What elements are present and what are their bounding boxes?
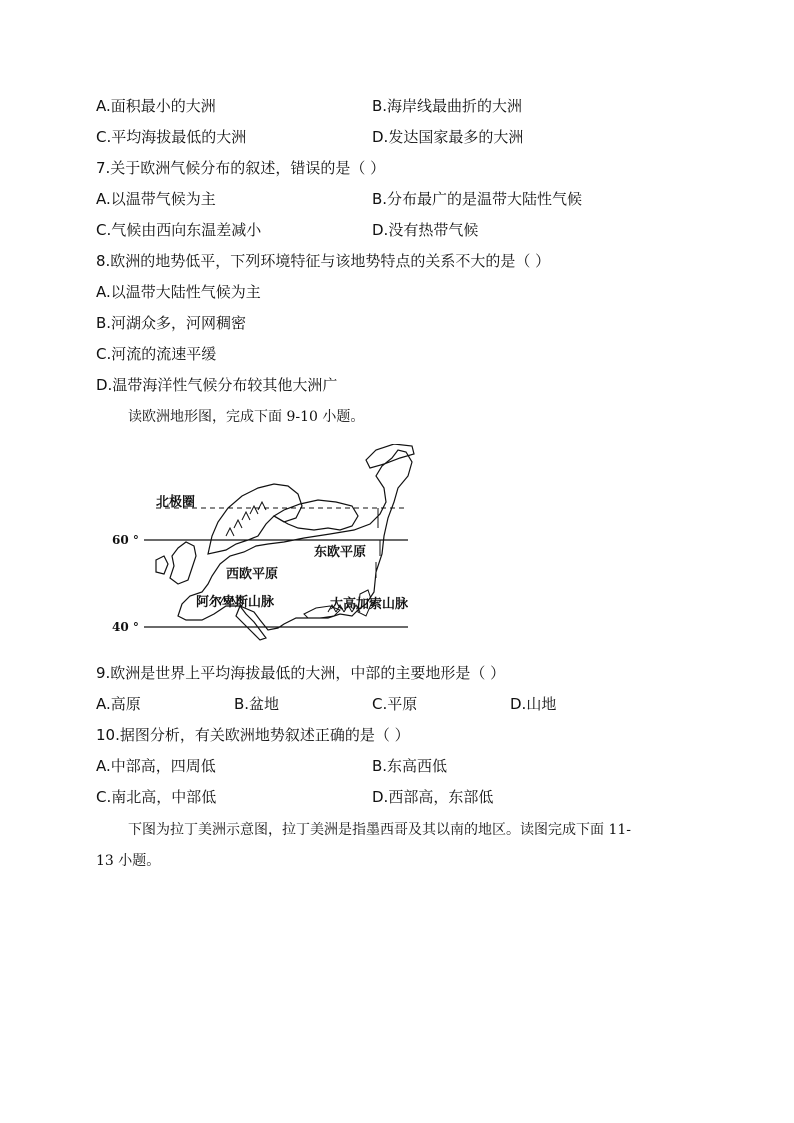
q8-option-a: A.以温带大陆性气候为主 bbox=[96, 283, 261, 301]
label-arctic-circle: 北极圈 bbox=[156, 495, 196, 510]
q10-option-b: B.东高西低 bbox=[372, 757, 448, 775]
q6-option-b: B.海岸线最曲折的大洲 bbox=[372, 97, 523, 115]
q10-option-c: C.南北高，中部低 bbox=[96, 788, 217, 806]
intro-11-13-line1: 下图为拉丁美洲示意图，拉丁美洲是指墨西哥及其以南的地区。读图完成下面 11- bbox=[128, 822, 631, 838]
label-west-european-plain: 西欧平原 bbox=[226, 567, 279, 582]
finland-outline bbox=[274, 500, 358, 530]
q7-option-a: A.以温带气候为主 bbox=[96, 190, 216, 208]
intro-11-13-line2: 13 小题。 bbox=[96, 853, 161, 869]
q9-option-a: A.高原 bbox=[96, 695, 141, 713]
label-caucasus: 大高加索山脉 bbox=[330, 597, 409, 612]
q9-option-b: B.盆地 bbox=[234, 695, 280, 713]
q10-option-a: A.中部高，四周低 bbox=[96, 757, 216, 775]
q6-option-c: C.平均海拔最低的大洲 bbox=[96, 128, 247, 146]
q9-stem: 9.欧洲是世界上平均海拔最低的大洲，中部的主要地形是（ ） bbox=[96, 664, 506, 682]
label-lat-40: 40 ° bbox=[112, 620, 139, 634]
q8-option-c: C.河流的流速平缓 bbox=[96, 345, 217, 363]
novaya-zemlya-outline bbox=[366, 444, 414, 468]
q7-option-b: B.分布最广的是温带大陆性气候 bbox=[372, 190, 583, 208]
britain-outline bbox=[170, 542, 196, 584]
label-east-european-plain: 东欧平原 bbox=[314, 545, 367, 560]
q8-option-b: B.河湖众多，河网稠密 bbox=[96, 314, 247, 332]
q10-option-d: D.西部高，东部低 bbox=[372, 788, 494, 806]
q6-option-d: D.发达国家最多的大洲 bbox=[372, 128, 524, 146]
q8-stem: 8.欧洲的地势低平，下列环境特征与该地势特点的关系不大的是（ ） bbox=[96, 252, 551, 270]
q7-option-c: C.气候由西向东温差减小 bbox=[96, 221, 262, 239]
label-alps: 阿尔卑斯山脉 bbox=[196, 595, 275, 610]
q9-option-d: D.山地 bbox=[510, 695, 557, 713]
europe-terrain-map bbox=[108, 444, 428, 644]
scandinavian-mountain-marks bbox=[226, 502, 266, 536]
scandinavia-outline bbox=[208, 484, 302, 554]
q7-option-d: D.没有热带气候 bbox=[372, 221, 479, 239]
label-lat-60: 60 ° bbox=[112, 533, 139, 547]
q6-option-a: A.面积最小的大洲 bbox=[96, 97, 216, 115]
ireland-outline bbox=[156, 556, 168, 574]
q9-option-c: C.平原 bbox=[372, 695, 418, 713]
q10-stem: 10.据图分析，有关欧洲地势叙述正确的是（ ） bbox=[96, 726, 410, 744]
intro-9-10: 读欧洲地形图，完成下面 9-10 小题。 bbox=[128, 409, 365, 425]
q8-option-d: D.温带海洋性气候分布较其他大洲广 bbox=[96, 376, 338, 394]
q7-stem: 7.关于欧洲气候分布的叙述，错误的是（ ） bbox=[96, 159, 386, 177]
